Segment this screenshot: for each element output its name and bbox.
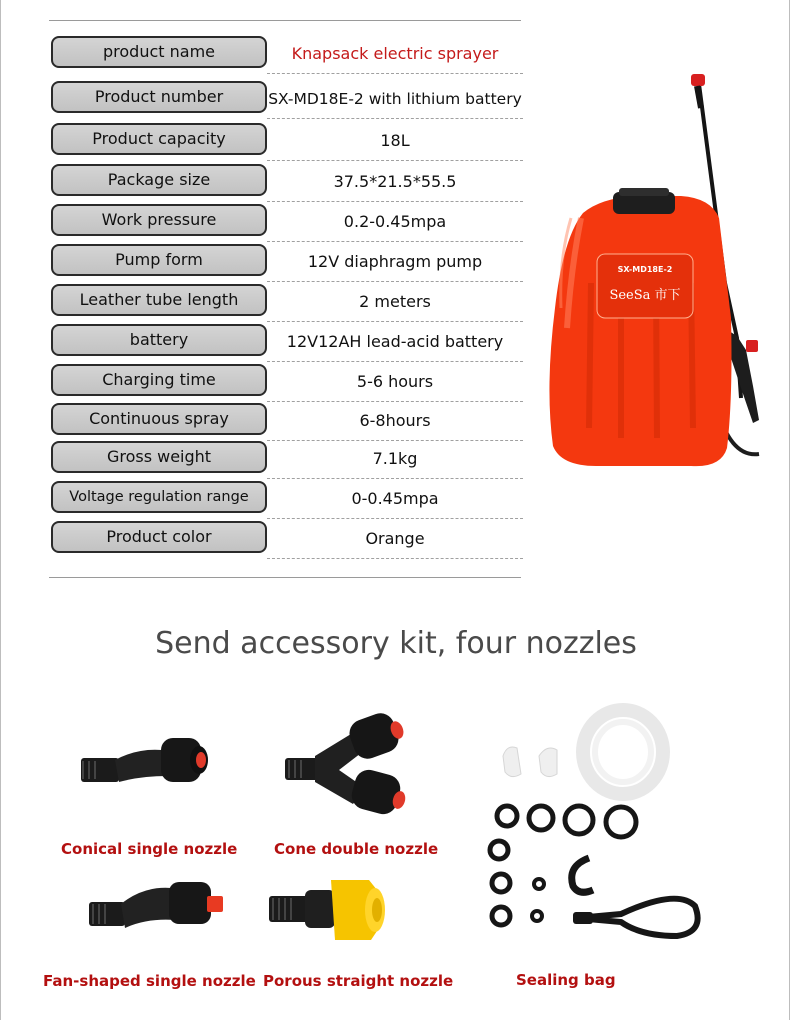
spec-value: 6-8hours	[359, 411, 431, 430]
bottom-divider	[49, 577, 521, 578]
top-divider	[49, 20, 521, 21]
double-nozzle-image	[279, 708, 414, 823]
spec-label: Package size	[51, 164, 267, 196]
dotted-divider	[267, 73, 523, 74]
product-brand-text: SeeSa 市下	[609, 288, 681, 303]
spec-value: 5-6 hours	[356, 372, 434, 391]
accessory-caption: Porous straight nozzle	[263, 972, 454, 990]
spec-row	[51, 36, 523, 70]
spec-label: Voltage regulation range	[51, 481, 267, 513]
spec-label: Continuous spray	[51, 403, 267, 435]
dotted-divider	[267, 160, 523, 161]
spec-value: Knapsack electric sprayer	[291, 44, 499, 63]
spec-row	[51, 244, 523, 278]
spec-value: 18L	[380, 131, 410, 150]
spec-row	[51, 204, 523, 238]
spec-value: 12V diaphragm pump	[307, 252, 483, 271]
dotted-divider	[267, 518, 523, 519]
accessory-caption: Sealing bag	[516, 971, 616, 989]
spec-row	[51, 364, 523, 398]
dotted-divider	[267, 478, 523, 479]
spec-value: 7.1kg	[372, 449, 418, 468]
spec-value: 37.5*21.5*55.5	[333, 172, 457, 191]
dotted-divider	[267, 361, 523, 362]
spec-label: Product color	[51, 521, 267, 553]
spec-label: Product capacity	[51, 123, 267, 155]
spec-row	[51, 81, 523, 115]
spec-row	[51, 481, 523, 515]
conical-nozzle-image	[77, 728, 217, 798]
dotted-divider	[267, 401, 523, 402]
dotted-divider	[267, 241, 523, 242]
accessories-heading: Send accessory kit, four nozzles	[155, 626, 637, 661]
product-model-text: SX-MD18E-2	[617, 265, 673, 274]
spec-row	[51, 164, 523, 198]
dotted-divider	[267, 558, 523, 559]
spec-row	[51, 123, 523, 157]
dotted-divider	[267, 281, 523, 282]
spec-row	[51, 284, 523, 318]
spec-row	[51, 324, 523, 358]
spec-label: Pump form	[51, 244, 267, 276]
dotted-divider	[267, 321, 523, 322]
spec-label: battery	[51, 324, 267, 356]
sprayer-product-image	[541, 68, 776, 473]
spec-row	[51, 441, 523, 475]
spec-value: 2 meters	[359, 292, 431, 311]
spec-value: 0.2-0.45mpa	[343, 212, 447, 231]
dotted-divider	[267, 118, 523, 119]
accessory-caption: Conical single nozzle	[61, 840, 238, 858]
spec-row	[51, 403, 523, 437]
spec-value: SX-MD18E-2 with lithium battery	[268, 90, 522, 108]
spec-label: Work pressure	[51, 204, 267, 236]
spec-value: 0-0.45mpa	[351, 489, 439, 508]
fan-nozzle-image	[85, 876, 230, 946]
spec-value: 12V12AH lead-acid battery	[286, 332, 504, 351]
spec-value: Orange	[365, 529, 425, 548]
spec-label: Product number	[51, 81, 267, 113]
accessory-caption: Cone double nozzle	[274, 840, 439, 858]
spec-label: product name	[51, 36, 267, 68]
spec-label: Charging time	[51, 364, 267, 396]
accessory-caption: Fan-shaped single nozzle	[43, 972, 256, 990]
dotted-divider	[267, 201, 523, 202]
spec-row	[51, 521, 523, 555]
spec-label: Leather tube length	[51, 284, 267, 316]
straight-nozzle-image	[265, 874, 390, 946]
sealing-kit-image	[481, 700, 701, 950]
spec-label: Gross weight	[51, 441, 267, 473]
